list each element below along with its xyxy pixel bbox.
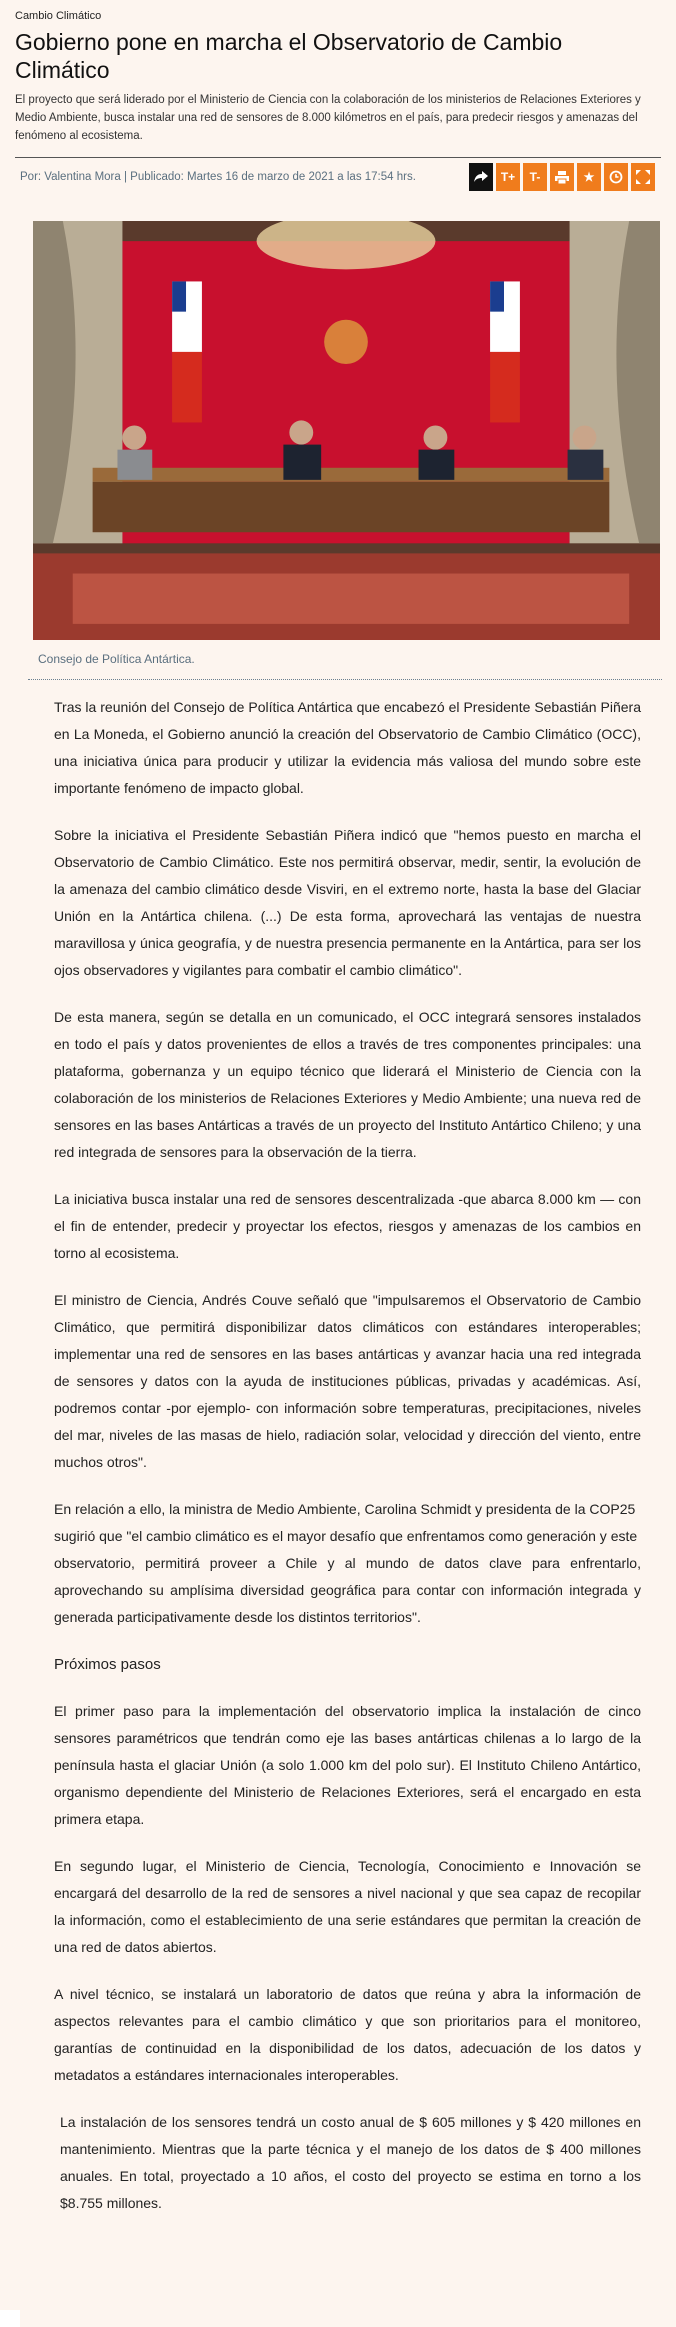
byline: Por: Valentina Mora | Publicado: Martes 16 de marzo de 2021 a las 17:54 hrs. [20,171,416,183]
paragraph: La iniciativa busca instalar una red de sensores descentralizada -que abarca 8.000 km — con el fin de entender, predecir y proyectar los efectos, riesgos y amenazas de los cambios en torno al ecosistema. [54,1191,641,1261]
article-category[interactable]: Cambio Climático [15,10,102,22]
photo-council-meeting [33,221,660,640]
print-icon [555,171,569,184]
article-toolbar [469,163,655,191]
print-button[interactable] [550,163,574,191]
star-icon: ★ [583,170,595,184]
paragraph: observatorio, permitirá proveer a Chile y al mundo de datos clave para enfrentarlo, aprovechando su amplísima diversidad geográfica para contar con información integrada y generada participativamente desde los distintos territorios". [54,1555,641,1625]
article-photo [33,221,660,640]
expand-icon [636,170,650,184]
paragraph: El primer paso para la implementación del observatorio implica la instalación de cinco sensores paramétricos que tendrán como eje las bases antárticas chilenas a lo largo de la península hasta el glaciar Unión (a solo 1.000 km del polo sur). El Instituto Chileno Antártico, organismo dependiente del Ministerio de Relaciones Exteriores, será el encargado en esta primera etapa. [54,1703,641,1827]
paragraph: En segundo lugar, el Ministerio de Ciencia, Tecnología, Conocimiento e Innovación se encargará del desarrollo de la red de sensores a nivel nacional y que sea capaz de recopilar la información, como el establecimiento de una serie estándares que permitan la creación de una red de datos abiertos. [54,1858,641,1955]
paragraph: Sobre la iniciativa el Presidente Sebastián Piñera indicó que "hemos puesto en marcha el Observatorio de Cambio Climático. Este nos permitirá observar, medir, sentir, la evolución de la amenaza del cambio climático desde Visviri, en el extremo norte, hasta la base del Glaciar Unión en la Antártica chilena. (...) De esta forma, aprovechará las ventajas de nuestra maravillosa y única geografía, y de nuestra presencia permanente en la Antártica, para ser los ojos observadores y vigilantes para combatir el cambio climático". [54,827,641,978]
paragraph: En relación a ello, la ministra de Medio Ambiente, Carolina Schmidt y presidenta de la COP25 sugirió que "el cambio climático es el mayor desafío que enfrentamos como generación y este [54,1501,638,1544]
share-button[interactable] [469,163,493,191]
divider [15,157,661,158]
history-button[interactable] [604,163,628,191]
section-heading: Próximos pasos [54,1656,161,1673]
font-decrease-button[interactable]: T- [523,163,547,191]
paragraph: A nivel técnico, se instalará un laboratorio de datos que reúna y abra la información de aspectos relevantes para el cambio climático y que son prioritarios para el monitoreo, garantías de continuidad en la disponibilidad de los datos, adecuación de los datos y metadatos a estándares internacionales interoperables. [54,1986,641,2083]
photo-caption: Consejo de Política Antártica. [38,652,195,666]
favorite-button[interactable] [577,163,601,191]
article-body [54,694,641,2237]
paragraph: De esta manera, según se detalla en un comunicado, el OCC integrará sensores instalados en todo el país y datos provenientes de ellos a través de tres componentes principales: una plataforma, gobernanza y un equipo técnico que liderará el Ministerio de Ciencia con la colaboración de los ministerios de Relaciones Exteriores y Medio Ambiente; una nueva red de sensores en las bases Antárticas a través de un proyecto del Instituto Antártico Chileno; y una red integrada de sensores para la observación de la tierra. [54,1009,641,1160]
fullscreen-button[interactable] [631,163,655,191]
blank-region [0,2310,20,2327]
font-increase-button[interactable]: T+ [496,163,520,191]
paragraph: El ministro de Ciencia, Andrés Couve señaló que "impulsaremos el Observatorio de Cambio Climático, que permitirá disponibilizar datos climáticos con estándares interoperables; implementar una red de sensores en las bases antárticas y avanzar hacia una red integrada de sensores y datos con la ayuda de instituciones públicas, privadas y académicas. Así, podremos contar -por ejemplo- con información sobre temperaturas, precipitaciones, niveles del mar, niveles de las masas de hielo, radiación solar, velocidad y dirección del viento, entre muchos otros". [54,1292,641,1470]
paragraph: La instalación de los sensores tendrá un costo anual de $ 605 millones y $ 420 millones en mantenimiento. Mientras que la parte técnica y el manejo de los datos de $ 400 millones anuales. En total, proyectado a 10 años, el costo del proyecto se estima en torno a los $8.755 millones. [60,2114,641,2211]
article-title: Gobierno pone en marcha el Observatorio de Cambio Climático [15,29,563,83]
article-summary: El proyecto que será liderado por el Ministerio de Ciencia con la colaboración de los ministerios de Relaciones Exteriores y Medio Ambiente, busca instalar una red de sensores de 8.000 kilómetros en el país, para predecir riesgos y amenazas del fenómeno al ecosistema. [15,94,641,142]
clock-icon [609,170,623,184]
paragraph: Tras la reunión del Consejo de Política Antártica que encabezó el Presidente Sebastián Piñera en La Moneda, el Gobierno anunció la creación del Observatorio de Cambio Climático (OCC), una iniciativa única para producir y utilizar la evidencia más valiosa del mundo sobre este importante fenómeno de impacto global. [54,699,641,796]
dotted-divider [28,679,662,680]
share-arrow-icon [474,171,488,183]
